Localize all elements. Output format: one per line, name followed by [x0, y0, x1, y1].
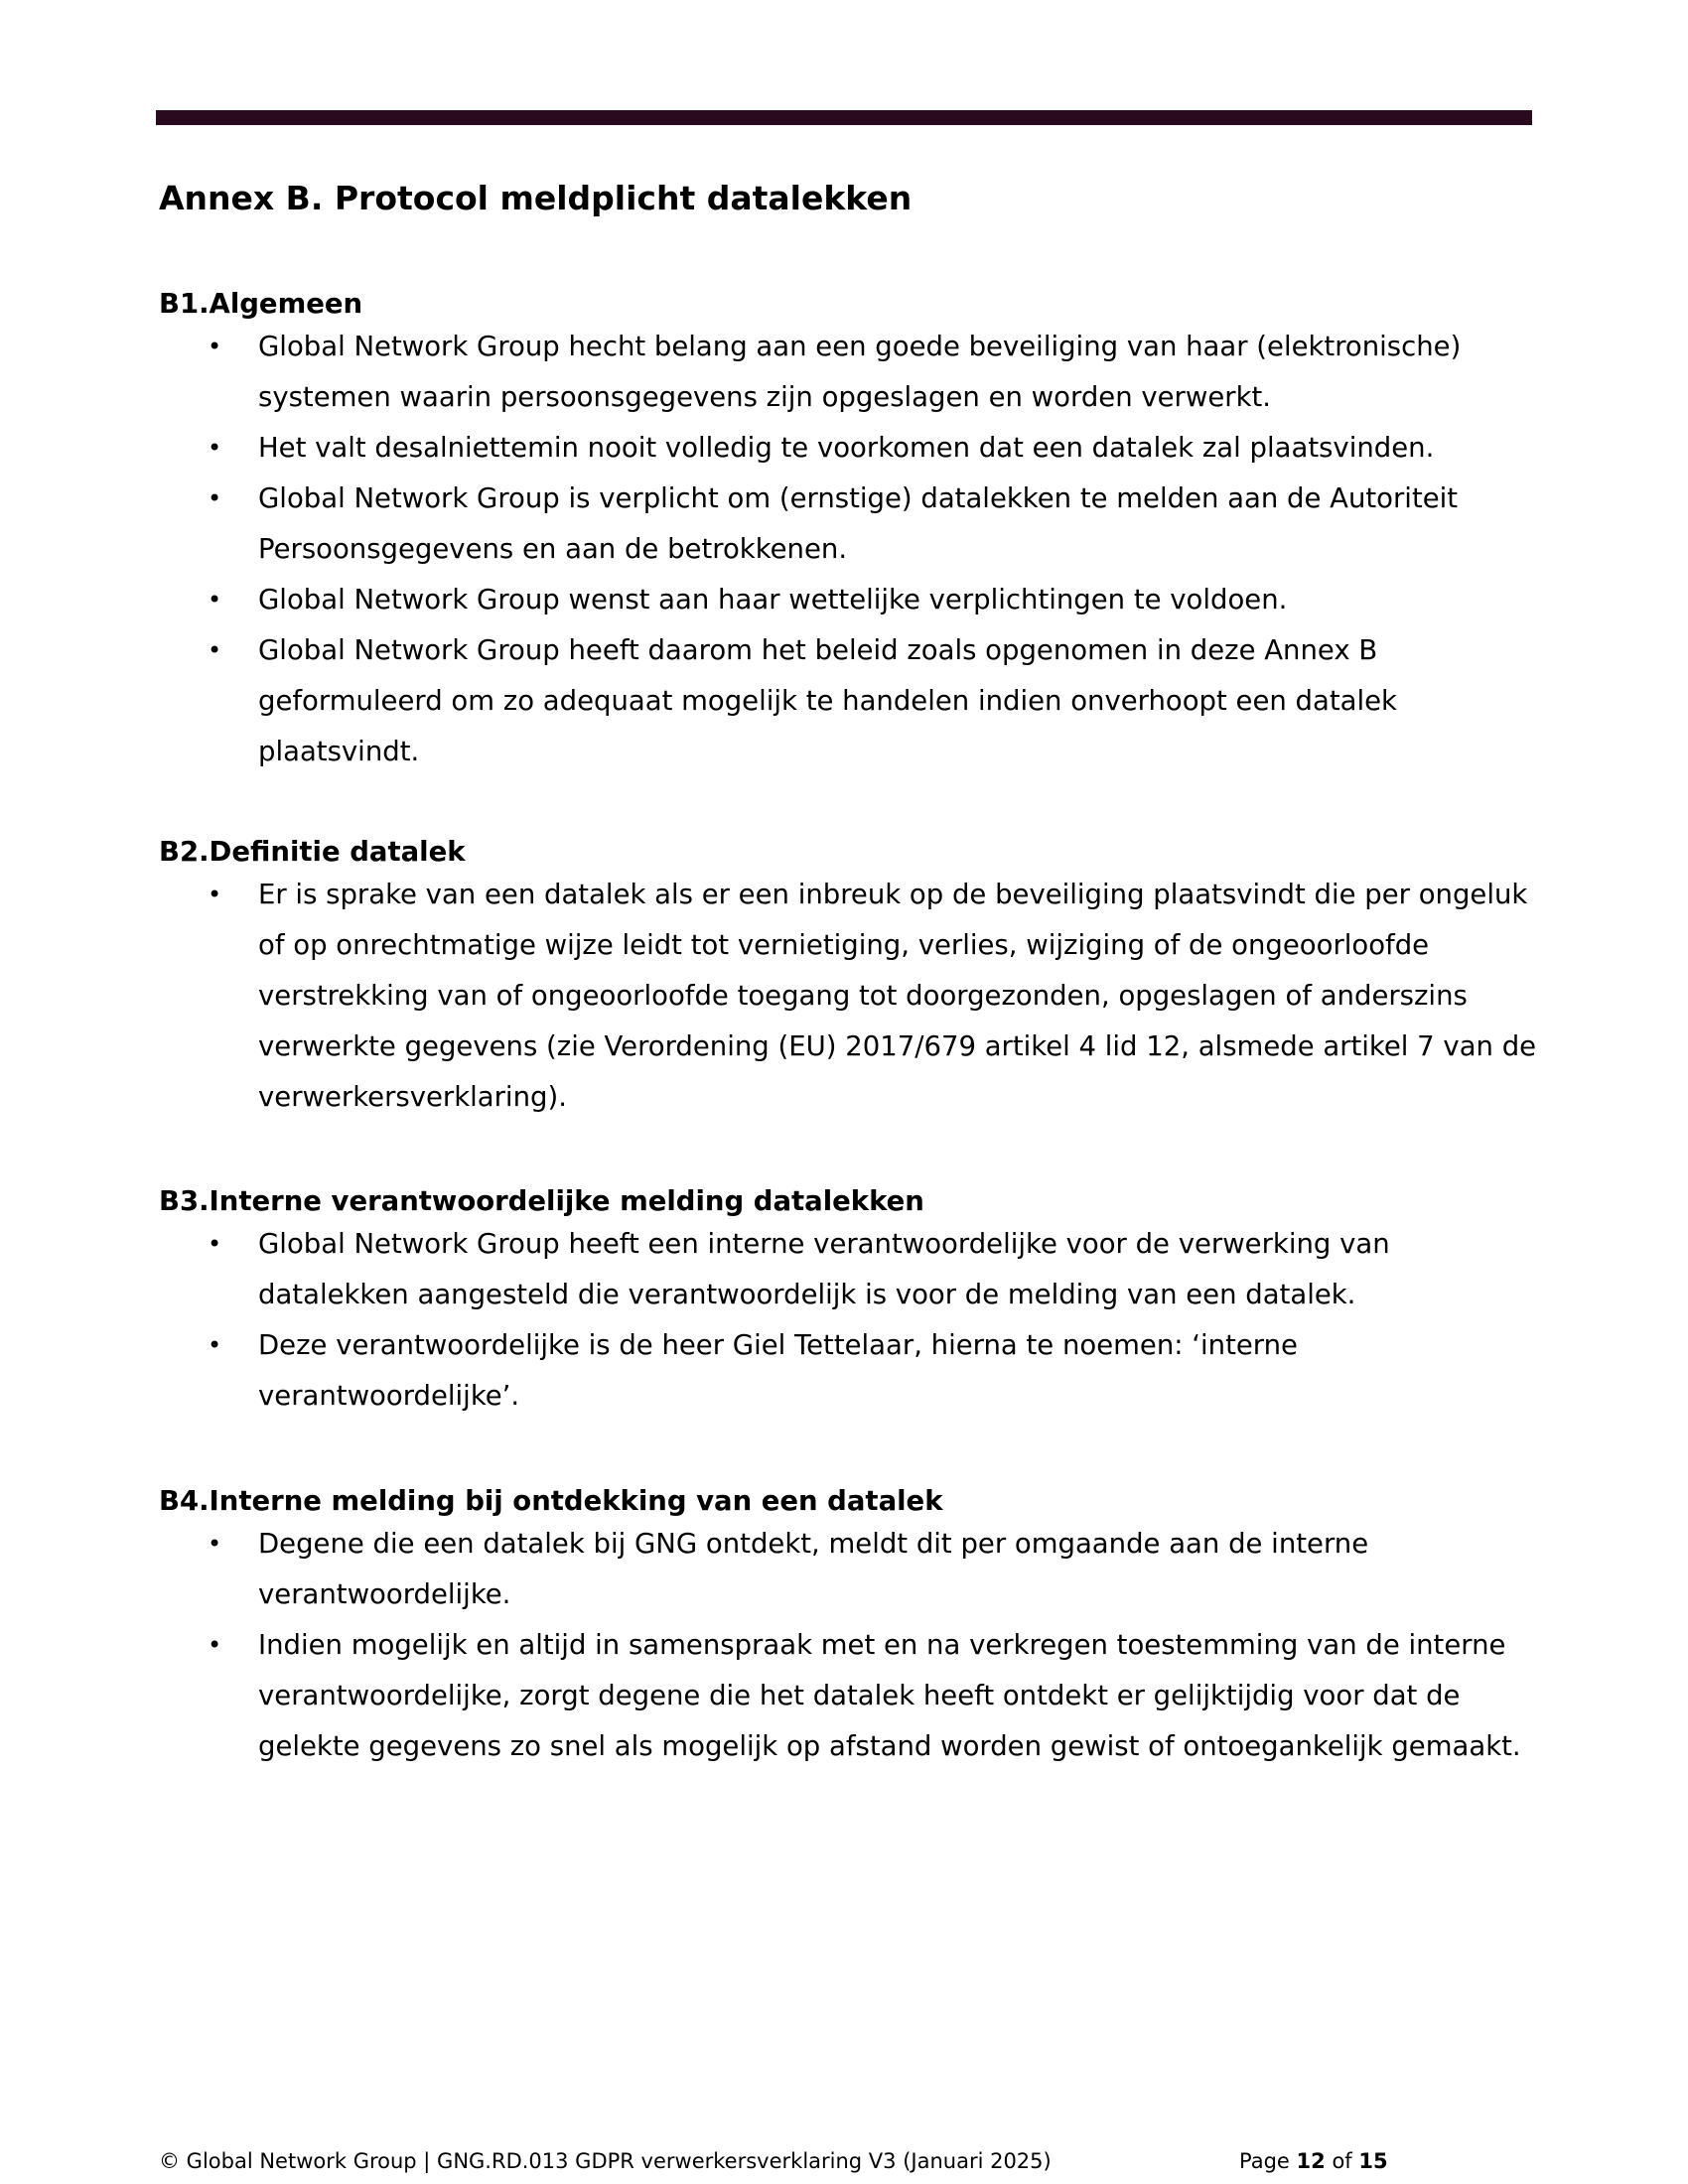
list-item-text: Er is sprake van een datalek als er een inbreuk op de beveiliging plaatsvindt die per ongeluk of op onrechtmatige wijze leidt tot vernietiging, verlies, wijziging of de ongeoorloofde verstrekking van of ongeoorloofde toegang tot doorgezonden, opgeslagen of anderszins verwerkte gegevens (zie Verordening (EU) 2017/679 artikel 4 lid 12, alsmede artikel 7 van de verwerkersverklaring).	[258, 879, 1537, 1113]
bullet-list	[159, 322, 1539, 777]
list-item-text: Global Network Group hecht belang aan een goede beveiliging van haar (elektronische) systemen waarin persoonsgegevens zijn opgeslagen en worden verwerkt.	[258, 331, 1462, 413]
page-title: Annex B. Protocol meldplicht datalekken	[159, 179, 913, 217]
list-item	[159, 575, 1539, 625]
list-item	[159, 474, 1539, 575]
section-b3	[159, 1183, 1539, 1422]
list-item-text: Global Network Group heeft daarom het beleid zoals opgenomen in deze Annex B geformuleerd om zo adequaat mogelijk te handelen indien onverhoopt een datalek plaatsvindt.	[258, 634, 1397, 767]
header-rule	[156, 110, 1532, 125]
bullet-icon: •	[208, 434, 222, 462]
list-item	[159, 1219, 1539, 1320]
page-prefix: Page	[1239, 2149, 1290, 2173]
bullet-list	[159, 870, 1539, 1123]
list-item	[159, 423, 1539, 474]
section-b1	[159, 286, 1539, 777]
bullet-icon: •	[208, 881, 222, 908]
section-b4	[159, 1483, 1539, 1772]
bullet-icon: •	[208, 636, 222, 664]
section-b2	[159, 834, 1539, 1123]
list-item	[159, 870, 1539, 1123]
bullet-icon: •	[208, 484, 222, 512]
bullet-icon: •	[208, 333, 222, 360]
bullet-list	[159, 1519, 1539, 1772]
bullet-icon: •	[208, 586, 222, 614]
footer-copyright: © Global Network Group | GNG.RD.013 GDPR verwerkersverklaring V3 (Januari 2025)	[159, 2149, 1052, 2173]
list-item	[159, 625, 1539, 777]
section-heading: B4.Interne melding bij ontdekking van een datalek	[159, 1485, 943, 1517]
list-item	[159, 322, 1539, 423]
list-item	[159, 1519, 1539, 1620]
section-heading: B2.Definitie datalek	[159, 836, 466, 868]
section-heading: B1.Algemeen	[159, 288, 363, 320]
list-item-text: Global Network Group wenst aan haar wettelijke verplichtingen te voldoen.	[258, 584, 1288, 615]
section-heading: B3.Interne verantwoordelijke melding datalekken	[159, 1185, 924, 1217]
page-current: 12	[1296, 2149, 1326, 2173]
page-total: 15	[1358, 2149, 1388, 2173]
list-item-text: Indien mogelijk en altijd in samenspraak met en na verkregen toestemming van de interne verantwoordelijke, zorgt degene die het datalek heeft ontdekt er gelijktijdig voor dat de gelekte gegevens zo snel als mogelijk op afstand worden gewist of ontoegankelijk gemaakt.	[258, 1629, 1521, 1762]
bullet-icon: •	[208, 1230, 222, 1258]
footer-page-number	[1239, 2147, 1388, 2175]
bullet-icon: •	[208, 1331, 222, 1359]
bullet-list	[159, 1219, 1539, 1422]
list-item-text: Degene die een datalek bij GNG ontdekt, meldt dit per omgaande aan de interne verantwoordelijke.	[258, 1528, 1369, 1610]
list-item-text: Deze verantwoordelijke is de heer Giel Tettelaar, hierna te noemen: ‘interne verantwoordelijke’.	[258, 1329, 1298, 1412]
page-of: of	[1332, 2149, 1352, 2173]
bullet-icon: •	[208, 1530, 222, 1558]
list-item-text: Het valt desalniettemin nooit volledig te voorkomen dat een datalek zal plaatsvinden.	[258, 432, 1435, 464]
list-item-text: Global Network Group heeft een interne verantwoordelijke voor de verwerking van datalekken aangesteld die verantwoordelijk is voor de melding van een datalek.	[258, 1228, 1390, 1310]
list-item	[159, 1620, 1539, 1772]
list-item-text: Global Network Group is verplicht om (ernstige) datalekken te melden aan de Autoriteit Persoonsgegevens en aan de betrokkenen.	[258, 482, 1459, 565]
bullet-icon: •	[208, 1631, 222, 1659]
list-item	[159, 1320, 1539, 1422]
